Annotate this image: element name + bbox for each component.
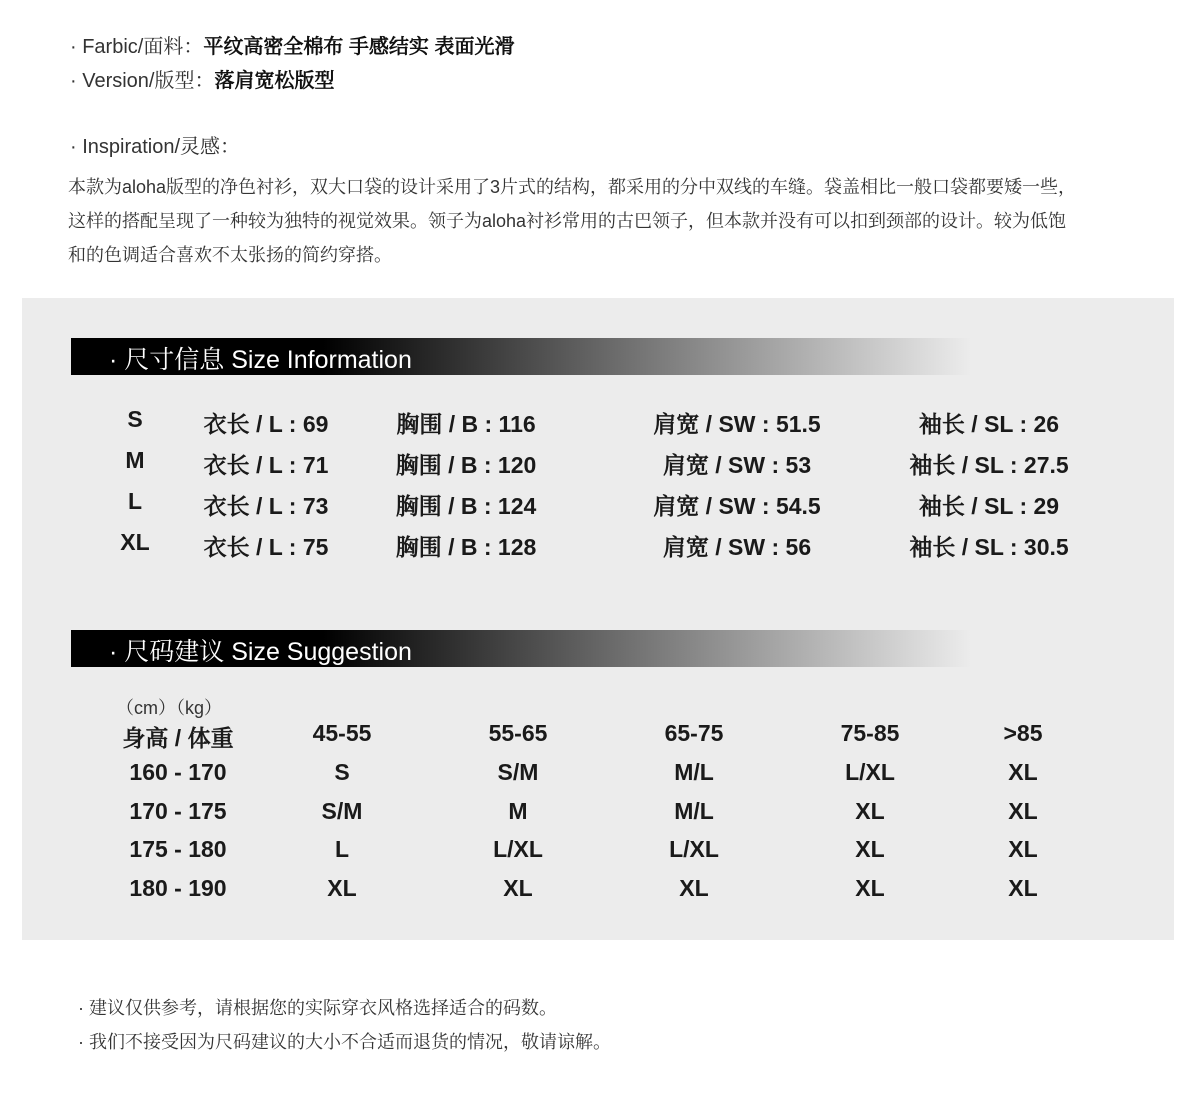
bust-value: 胸围 / B : 116 [396, 411, 536, 437]
length-value: 衣长 / L : 69 [203, 411, 329, 437]
suggested-size: XL [503, 874, 533, 901]
weight-range-header: 55-65 [488, 720, 548, 746]
weight-range-header: >85 [1003, 720, 1043, 746]
suggested-size: S/M [321, 797, 363, 824]
shoulder-value: 肩宽 / SW : 53 [662, 452, 812, 478]
height-range: 170 - 175 [129, 797, 227, 824]
suggested-size: XL [1008, 874, 1038, 901]
height-range: 180 - 190 [129, 874, 227, 901]
length-value: 衣长 / L : 75 [203, 534, 329, 560]
suggested-size: XL [327, 874, 357, 901]
suggested-size: XL [1008, 759, 1038, 785]
suggested-size: L/XL [845, 759, 895, 785]
description-line: 本款为aloha版型的净色衬衫，双大口袋的设计采用了3片式的结构，都采用的分中双线的车缝。袋盖相比一般口袋都要矮一些， [68, 177, 1077, 197]
bust-value: 胸围 / B : 120 [395, 452, 537, 478]
fabric-label: · Farbic/面料： [70, 36, 204, 58]
suggested-size: S [334, 759, 350, 785]
sleeve-value: 袖长 / SL : 29 [918, 493, 1060, 519]
size-panel [22, 298, 1174, 940]
suggested-size: XL [855, 797, 885, 824]
shoulder-value: 肩宽 / SW : 56 [662, 534, 812, 560]
suggested-size: L/XL [669, 836, 719, 862]
weight-range-header: 75-85 [840, 720, 900, 746]
size-suggestion-header [71, 630, 971, 667]
length-value: 衣长 / L : 73 [203, 493, 329, 519]
bust-value: 胸围 / B : 124 [395, 493, 537, 519]
size-label: S [127, 406, 143, 432]
version-value: 落肩宽松版型 [214, 70, 335, 92]
suggested-size: M [508, 797, 528, 824]
version-label: · Version/版型： [70, 70, 215, 92]
height-range: 175 - 180 [129, 836, 227, 862]
size-suggestion-title: · 尺码建议 Size Suggestion [109, 638, 412, 666]
fabric-line [70, 30, 514, 59]
note-line: · 我们不接受因为尺码建议的大小不合适而退货的情况，敬请谅解。 [78, 1032, 611, 1052]
inspiration-description [68, 170, 1138, 272]
suggested-size: L [334, 836, 350, 862]
shoulder-value: 肩宽 / SW : 51.5 [653, 411, 821, 437]
bust-value: 胸围 / B : 128 [395, 534, 537, 560]
sleeve-value: 袖长 / SL : 26 [918, 411, 1060, 437]
suggested-size: XL [679, 874, 709, 901]
note-line: · 建议仅供参考，请根据您的实际穿衣风格选择适合的码数。 [78, 998, 557, 1018]
fabric-value: 平纹高密全棉布 手感结实 表面光滑 [203, 36, 515, 58]
suggested-size: XL [1008, 836, 1038, 862]
description-line: 和的色调适合喜欢不太张扬的简约穿搭。 [68, 245, 392, 265]
suggested-size: XL [1008, 797, 1038, 824]
weight-range-header: 65-75 [664, 720, 724, 746]
version-line [70, 64, 334, 93]
size-label: XL [120, 529, 150, 555]
suggested-size: XL [855, 836, 885, 862]
suggested-size: S/M [497, 759, 539, 785]
description-line: 这样的搭配呈现了一种较为独特的视觉效果。领子为aloha衬衫常用的古巴领子，但本款并没有可以扣到颈部的设计。较为低饱 [68, 211, 1067, 231]
sleeve-value: 袖长 / SL : 27.5 [909, 452, 1069, 478]
sleeve-value: 袖长 / SL : 30.5 [909, 534, 1069, 560]
weight-range-header: 45-55 [312, 720, 372, 746]
height-weight-header: 身高 / 体重 [122, 725, 234, 751]
size-label: M [125, 447, 145, 473]
size-label: L [127, 488, 143, 514]
suggested-size: L/XL [493, 836, 543, 862]
height-range: 160 - 170 [129, 759, 227, 785]
units-label: （cm）（kg） [116, 698, 223, 718]
size-information-header [71, 338, 971, 375]
shoulder-value: 肩宽 / SW : 54.5 [653, 493, 821, 519]
size-information-title: · 尺寸信息 Size Information [109, 346, 412, 374]
suggested-size: M/L [674, 797, 714, 824]
suggested-size: M/L [674, 759, 714, 785]
length-value: 衣长 / L : 71 [203, 452, 329, 478]
inspiration-label: · Inspiration/灵感： [70, 136, 241, 158]
suggested-size: XL [855, 874, 885, 901]
